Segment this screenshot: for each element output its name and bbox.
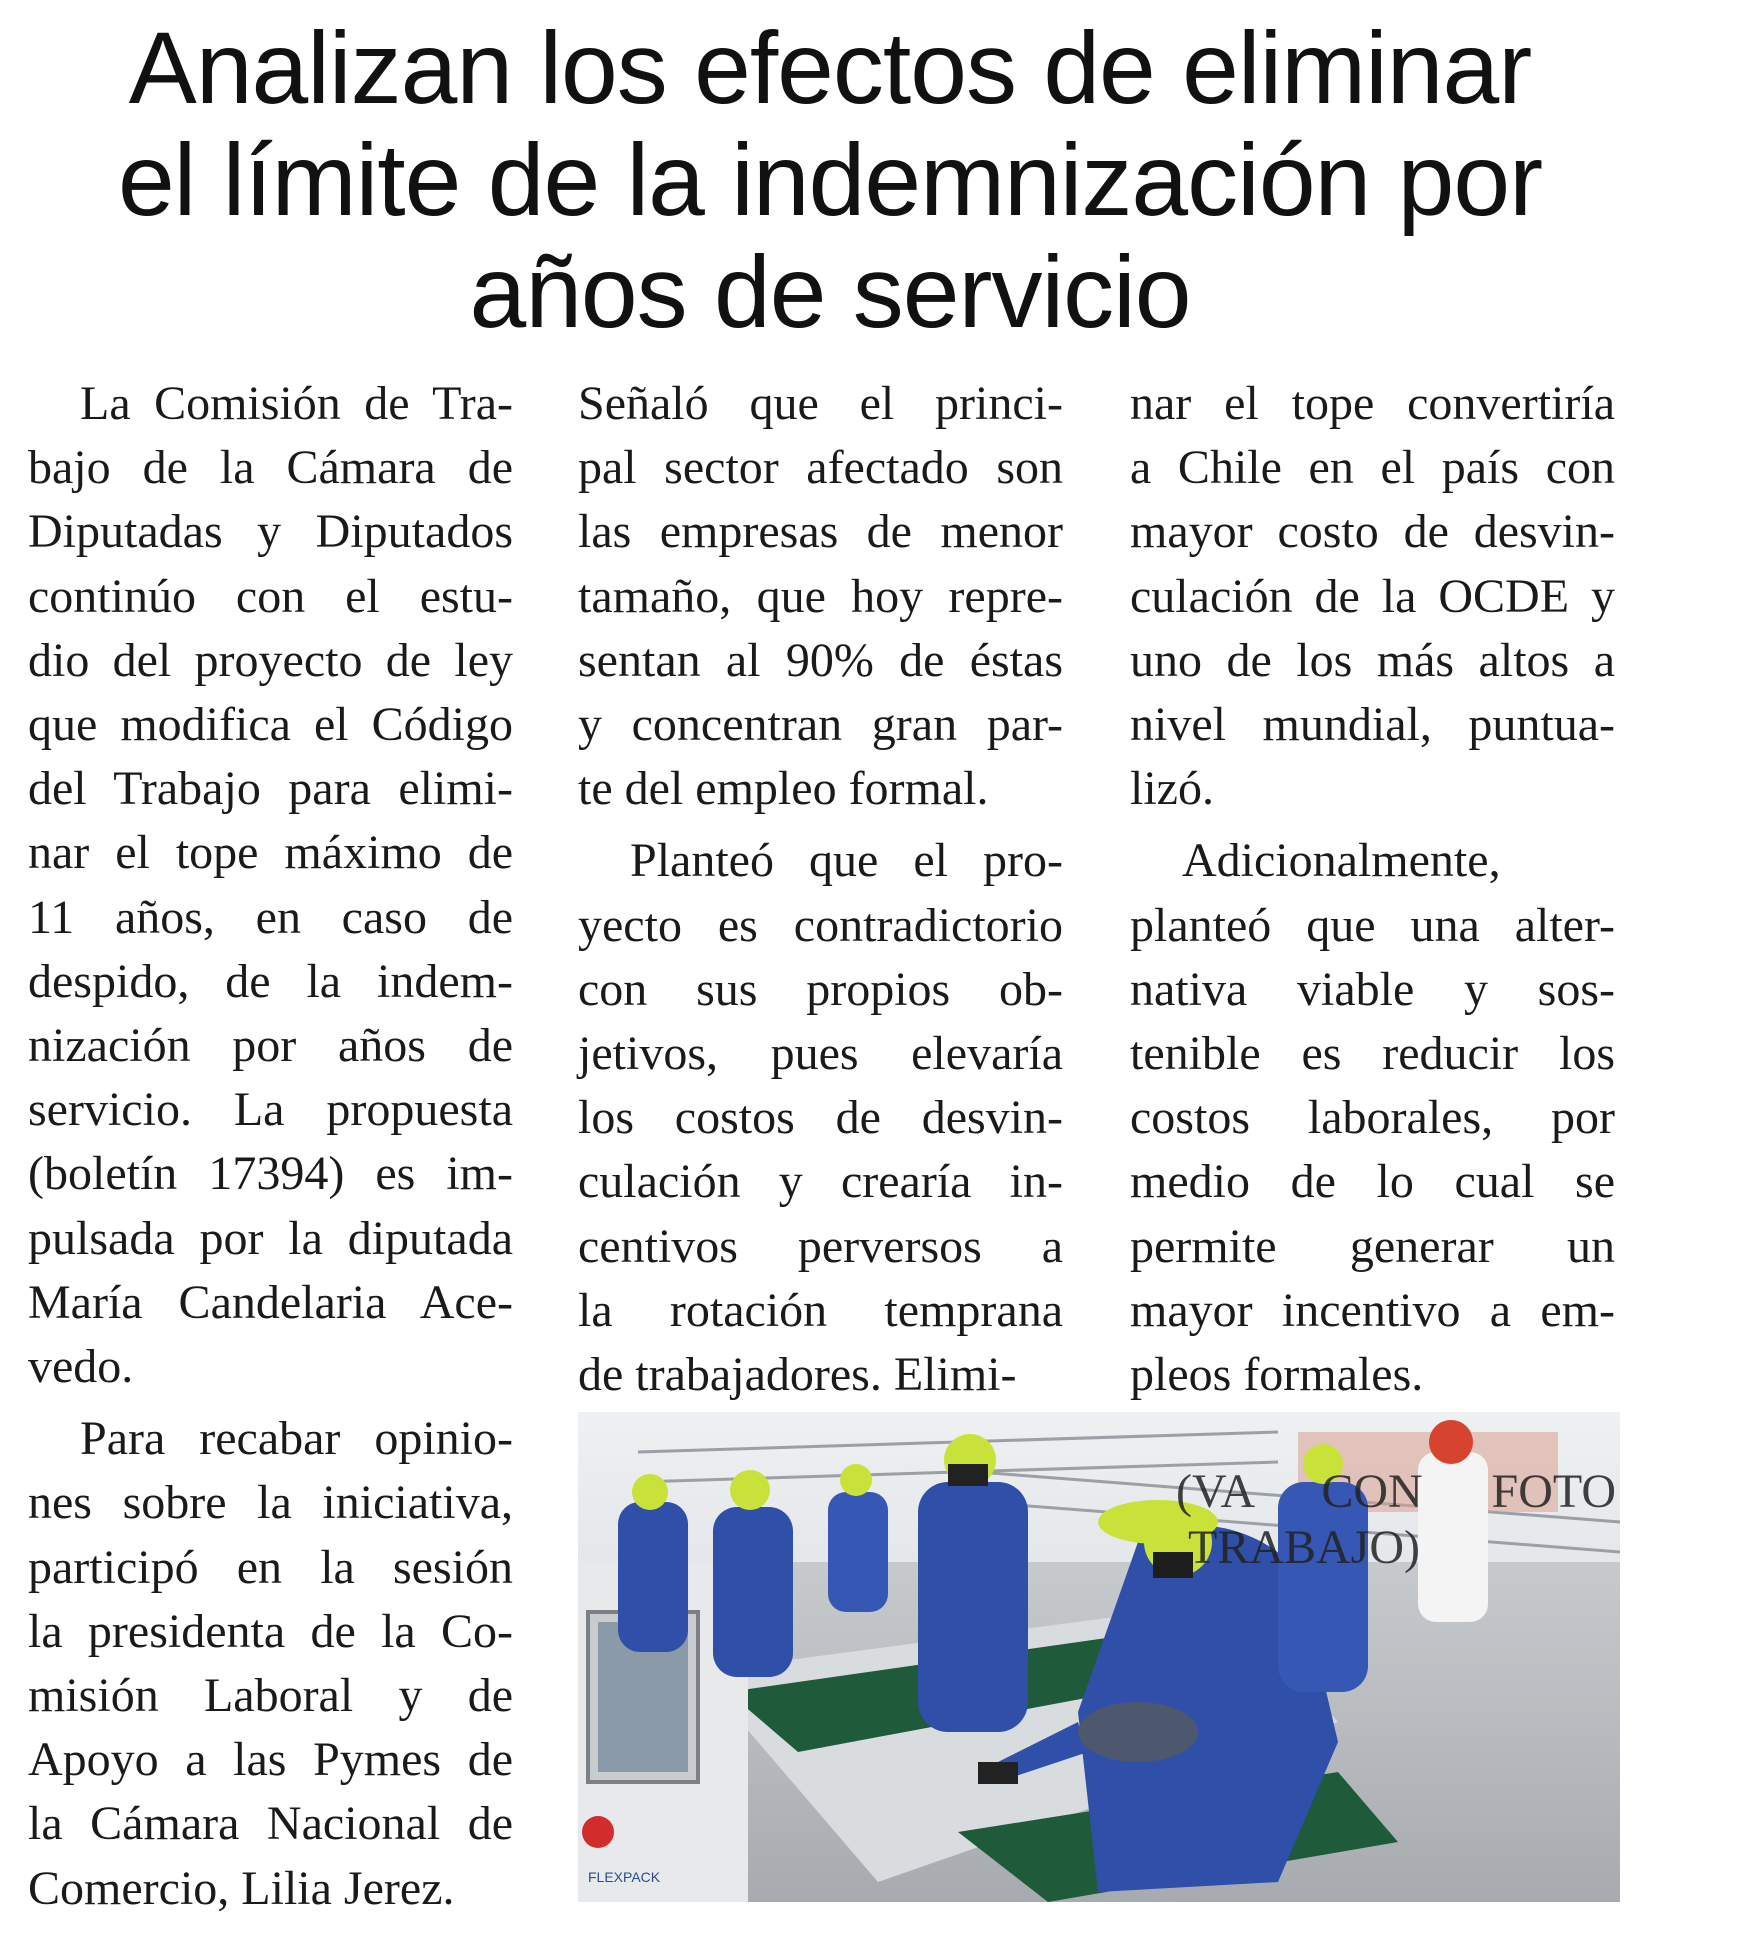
text-line: Adicionalmente,: [1182, 834, 1501, 888]
text-line: vedo.: [28, 1340, 134, 1394]
worker-red-cap: [1429, 1420, 1473, 1464]
text-line: participó en la sesión: [28, 1540, 513, 1594]
emergency-stop: [582, 1816, 614, 1848]
text-line: las empresas de menor: [578, 505, 1063, 559]
text-line: servicio. La propuesta: [28, 1083, 513, 1137]
text-line: misión Laboral y de: [28, 1669, 513, 1723]
text-line: tamaño, que hoy repre-: [578, 569, 1063, 623]
text-line: Planteó que el pro-: [630, 834, 1063, 888]
text-line: con sus propios ob-: [578, 962, 1063, 1016]
text-line: despido, de la indem-: [28, 954, 513, 1008]
text-line: 11 años, en caso de: [28, 890, 513, 944]
text-line: Diputadas y Diputados: [28, 505, 513, 559]
text-line: jetivos, pues elevaría: [578, 1027, 1063, 1081]
article-column-3: [1130, 372, 1615, 1407]
text-line: uno de los más altos a: [1130, 633, 1615, 687]
text-line: la rotación temprana: [578, 1283, 1063, 1337]
text-line: nivel mundial, puntua-: [1130, 698, 1615, 752]
text-line: Apoyo a las Pymes de: [28, 1733, 513, 1787]
text-line: Señaló que el princi-: [578, 377, 1063, 430]
headline-line-2: el límite de la indemnización por: [117, 123, 1543, 237]
text-line: pulsada por la diputada: [28, 1211, 513, 1265]
text-line: a Chile en el país con: [1130, 441, 1615, 495]
text-line: planteó que una alter-: [1130, 898, 1615, 952]
headline: [30, 12, 1630, 348]
article-column-1: [28, 372, 513, 1921]
text-line: Para recabar opinio-: [80, 1412, 513, 1466]
text-line: permite generar un: [1130, 1219, 1615, 1273]
text-line: nar el tope convertiría: [1130, 377, 1615, 430]
headline-line-3: años de servicio: [469, 235, 1191, 349]
text-line: costos laborales, por: [1130, 1091, 1615, 1145]
text-line: nar el tope máximo de: [28, 826, 513, 880]
photo-placeholder-note: [1176, 1464, 1616, 1576]
paragraph-opinions: [28, 1407, 513, 1921]
paragraph-intro: [28, 372, 513, 1399]
text-line: continúo con el estu-: [28, 569, 513, 623]
text-line: nativa viable y sos-: [1130, 962, 1615, 1016]
paragraph-alternative: [1130, 829, 1615, 1407]
text-line: (boletín 17394) es im-: [28, 1147, 513, 1201]
text-line: lizó.: [1130, 762, 1214, 816]
text-line: pleos formales.: [1130, 1348, 1424, 1402]
machine-label: FLEXPACK: [588, 1869, 661, 1885]
text-line: María Candelaria Ace-: [28, 1275, 513, 1329]
text-line: Comercio, Lilia Jerez.: [28, 1861, 455, 1915]
headline-line-1: Analizan los efectos de eliminar: [128, 11, 1532, 125]
text-line: mayor costo de desvin-: [1130, 505, 1615, 559]
text-line: sentan al 90% de éstas: [578, 633, 1063, 687]
factory-workers-photo: [578, 1412, 1620, 1902]
article-column-2: [578, 372, 1063, 1407]
paragraph-contradiction: [578, 829, 1063, 1407]
text-line: del Trabajo para elimi-: [28, 762, 513, 816]
text-line: y concentran gran par-: [578, 698, 1063, 752]
photo-note-line-1: (VA CON FOTO: [1176, 1465, 1616, 1518]
text-line: tenible es reducir los: [1130, 1027, 1615, 1081]
text-line: mayor incentivo a em-: [1130, 1283, 1615, 1337]
text-line: nización por años de: [28, 1019, 513, 1073]
text-line: nes sobre la iniciativa,: [28, 1476, 513, 1530]
text-line: La Comisión de Tra-: [80, 377, 513, 430]
paragraph-sector: [578, 372, 1063, 821]
paragraph-ocde: [1130, 372, 1615, 821]
text-line: medio de lo cual se: [1130, 1155, 1615, 1209]
text-line: pal sector afectado son: [578, 441, 1063, 495]
text-line: centivos perversos a: [578, 1219, 1063, 1273]
photo-note-line-2: TRABAJO): [1188, 1521, 1421, 1574]
text-line: bajo de la Cámara de: [28, 441, 513, 495]
text-line: los costos de desvin-: [578, 1091, 1063, 1145]
text-line: la presidenta de la Co-: [28, 1604, 513, 1658]
text-line: te del empleo formal.: [578, 762, 989, 816]
text-line: dio del proyecto de ley: [28, 633, 513, 687]
text-line: de trabajadores. Elimi-: [578, 1348, 1017, 1402]
text-line: la Cámara Nacional de: [28, 1797, 513, 1851]
text-line: que modifica el Código: [28, 698, 513, 752]
text-line: yecto es contradictorio: [578, 898, 1063, 952]
text-line: culación y crearía in-: [578, 1155, 1063, 1209]
text-line: culación de la OCDE y: [1130, 569, 1615, 623]
